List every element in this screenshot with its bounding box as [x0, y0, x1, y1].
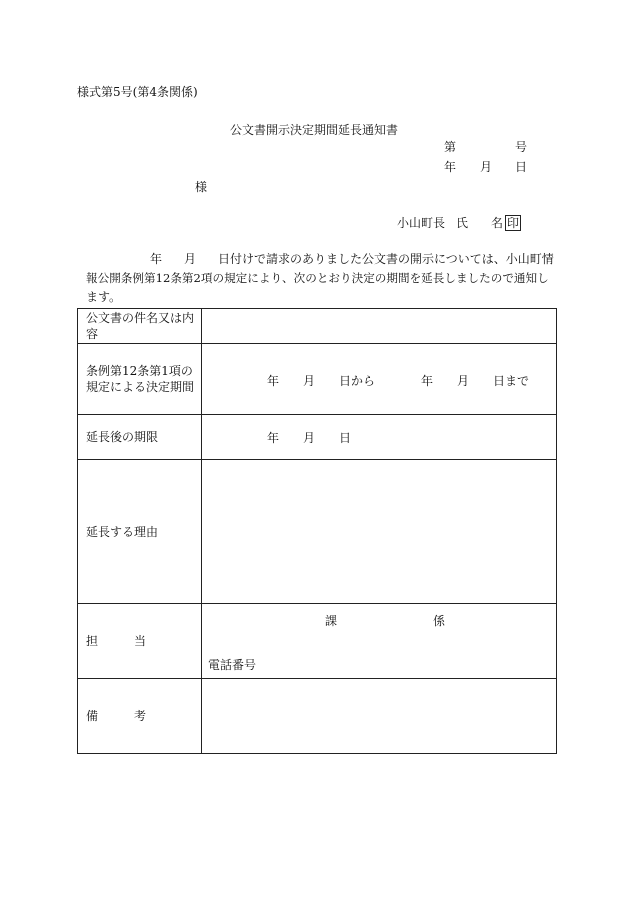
row-document-subject [78, 309, 557, 344]
date-month-label: 月 [480, 160, 493, 174]
label-contact-person [78, 604, 202, 679]
phone-label: 電話番号 [208, 658, 257, 672]
addressee-honorific: 様 [195, 180, 208, 194]
field-contact-person[interactable] [202, 604, 557, 679]
label-contact-char-2: 当 [134, 634, 147, 648]
date-day-label: 日 [515, 160, 528, 174]
section-label: 課 [325, 614, 338, 628]
deadline-month-label: 月 [303, 431, 316, 445]
row-contact-person [78, 604, 557, 679]
row-extended-deadline [78, 415, 557, 460]
label-extended-deadline: 延長後の期限 [78, 415, 202, 460]
to-month-label: 月 [457, 374, 470, 388]
label-remarks-char-1: 備 [86, 709, 99, 723]
body-text-line-2: 報公開条例第12条第2項の規定により、次のとおり決定の期間を延長しましたので通知し [86, 271, 549, 285]
label-remarks-char-2: 考 [134, 709, 147, 723]
from-year-label: 年 [267, 374, 280, 388]
sender-title: 小山町長 [397, 216, 446, 230]
sender-name-label-1: 氏 [456, 216, 469, 230]
from-day-label: 日から [339, 374, 376, 388]
from-month-label: 月 [303, 374, 316, 388]
label-extension-reason: 延長する理由 [78, 460, 202, 604]
doc-number-prefix: 第 [444, 140, 457, 154]
body-text-line-1: 日付けで請求のありました公文書の開示については、小山町情 [218, 252, 554, 266]
to-year-label: 年 [421, 374, 434, 388]
field-document-subject[interactable] [202, 309, 557, 344]
body-text-line-3: ます。 [86, 290, 122, 304]
body-month-label: 月 [184, 252, 197, 266]
body-year-label: 年 [150, 252, 163, 266]
name-label-text: 名 [491, 216, 504, 230]
deadline-year-label: 年 [267, 431, 280, 445]
row-extension-reason [78, 460, 557, 604]
form-number: 様式第5号(第4条関係) [77, 85, 198, 99]
to-day-label: 日まで [493, 374, 530, 388]
subsection-label: 係 [433, 614, 446, 628]
label-remarks [78, 679, 202, 754]
field-remarks[interactable] [202, 679, 557, 754]
extension-form-table [77, 308, 557, 754]
sender-name-label-2 [491, 215, 521, 231]
label-decision-period: 条例第12条第1項の規定による決定期間 [78, 344, 202, 415]
field-decision-period[interactable] [202, 344, 557, 415]
document-title: 公文書開示決定期間延長通知書 [230, 123, 399, 137]
deadline-day-label: 日 [339, 431, 352, 445]
date-year-label: 年 [444, 160, 457, 174]
field-extension-reason[interactable] [202, 460, 557, 604]
label-document-subject: 公文書の件名又は内容 [78, 309, 202, 344]
label-contact-char-1: 担 [86, 634, 99, 648]
row-decision-period [78, 344, 557, 415]
row-remarks [78, 679, 557, 754]
field-extended-deadline[interactable] [202, 415, 557, 460]
doc-number-suffix: 号 [515, 140, 528, 154]
seal-mark: 印 [507, 216, 520, 230]
